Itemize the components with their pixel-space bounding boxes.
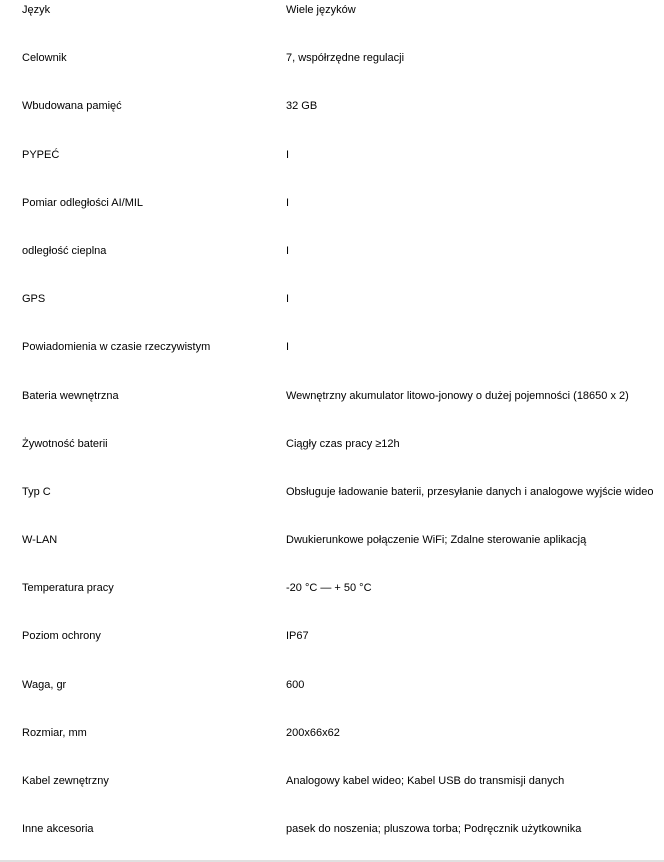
spec-value: 32 GB	[286, 100, 318, 113]
spec-label: Celownik	[22, 52, 67, 65]
spec-label: Temperatura pracy	[22, 582, 114, 595]
spec-value: pasek do noszenia; pluszowa torba; Podręcznik użytkownika	[286, 823, 582, 836]
table-row	[0, 757, 664, 805]
spec-value: -20 °C — + 50 °C	[286, 582, 372, 595]
spec-label: Typ C	[22, 485, 51, 498]
table-row	[0, 661, 664, 709]
spec-label: Pomiar odległości AI/MIL	[22, 196, 144, 209]
spec-value: 7, współrzędne regulacji	[286, 52, 405, 65]
spec-value: Dwukierunkowe połączenie WiFi; Zdalne sterowanie aplikacją	[286, 534, 587, 547]
table-row	[0, 612, 664, 660]
spec-value: Analogowy kabel wideo; Kabel USB do transmisji danych	[286, 775, 565, 787]
spec-label: Kabel zewnętrzny	[22, 775, 109, 787]
table-row	[0, 564, 664, 612]
spec-value: IP67	[286, 630, 309, 643]
table-row	[0, 131, 664, 179]
table-row	[0, 323, 664, 371]
spec-label: odległość cieplna	[22, 244, 107, 257]
spec-label: W-LAN	[22, 534, 58, 547]
spec-label: Bateria wewnętrzna	[22, 389, 119, 402]
spec-value: 200x66x62	[286, 726, 340, 739]
spec-value: I	[286, 148, 290, 161]
spec-label: PYPEĆ	[22, 148, 60, 161]
table-row	[0, 516, 664, 564]
table-row	[0, 275, 664, 323]
spec-value: Obsługuje ładowanie baterii, przesyłanie danych i analogowe wyjście wideo	[286, 485, 654, 498]
spec-label: Poziom ochrony	[22, 630, 101, 643]
spec-value: Wiele języków	[286, 4, 356, 16]
table-row	[0, 179, 664, 227]
table-row	[0, 227, 664, 275]
spec-label: Wbudowana pamięć	[22, 100, 122, 113]
spec-label: Waga, gr	[22, 678, 67, 691]
table-row	[0, 420, 664, 468]
table-row	[0, 0, 664, 34]
spec-label: Inne akcesoria	[22, 823, 94, 836]
spec-label: Język	[22, 4, 51, 16]
table-row	[0, 34, 664, 82]
spec-label: Rozmiar, mm	[22, 726, 87, 739]
table-row	[0, 372, 664, 420]
spec-label: Żywotność baterii	[22, 437, 108, 450]
spec-value: I	[286, 244, 290, 257]
spec-label: GPS	[22, 293, 46, 306]
spec-value: I	[286, 341, 290, 354]
spec-label: Powiadomienia w czasie rzeczywistym	[22, 341, 211, 354]
spec-value: 600	[286, 678, 305, 691]
spec-value: Wewnętrzny akumulator litowo-jonowy o dużej pojemności (18650 x 2)	[286, 389, 629, 402]
spec-value: I	[286, 196, 290, 209]
table-row	[0, 82, 664, 130]
spec-value: Ciągły czas pracy ≥12h	[286, 437, 400, 450]
table-row	[0, 468, 664, 516]
spec-value: I	[286, 293, 290, 306]
table-row	[0, 709, 664, 757]
table-row	[0, 805, 664, 853]
